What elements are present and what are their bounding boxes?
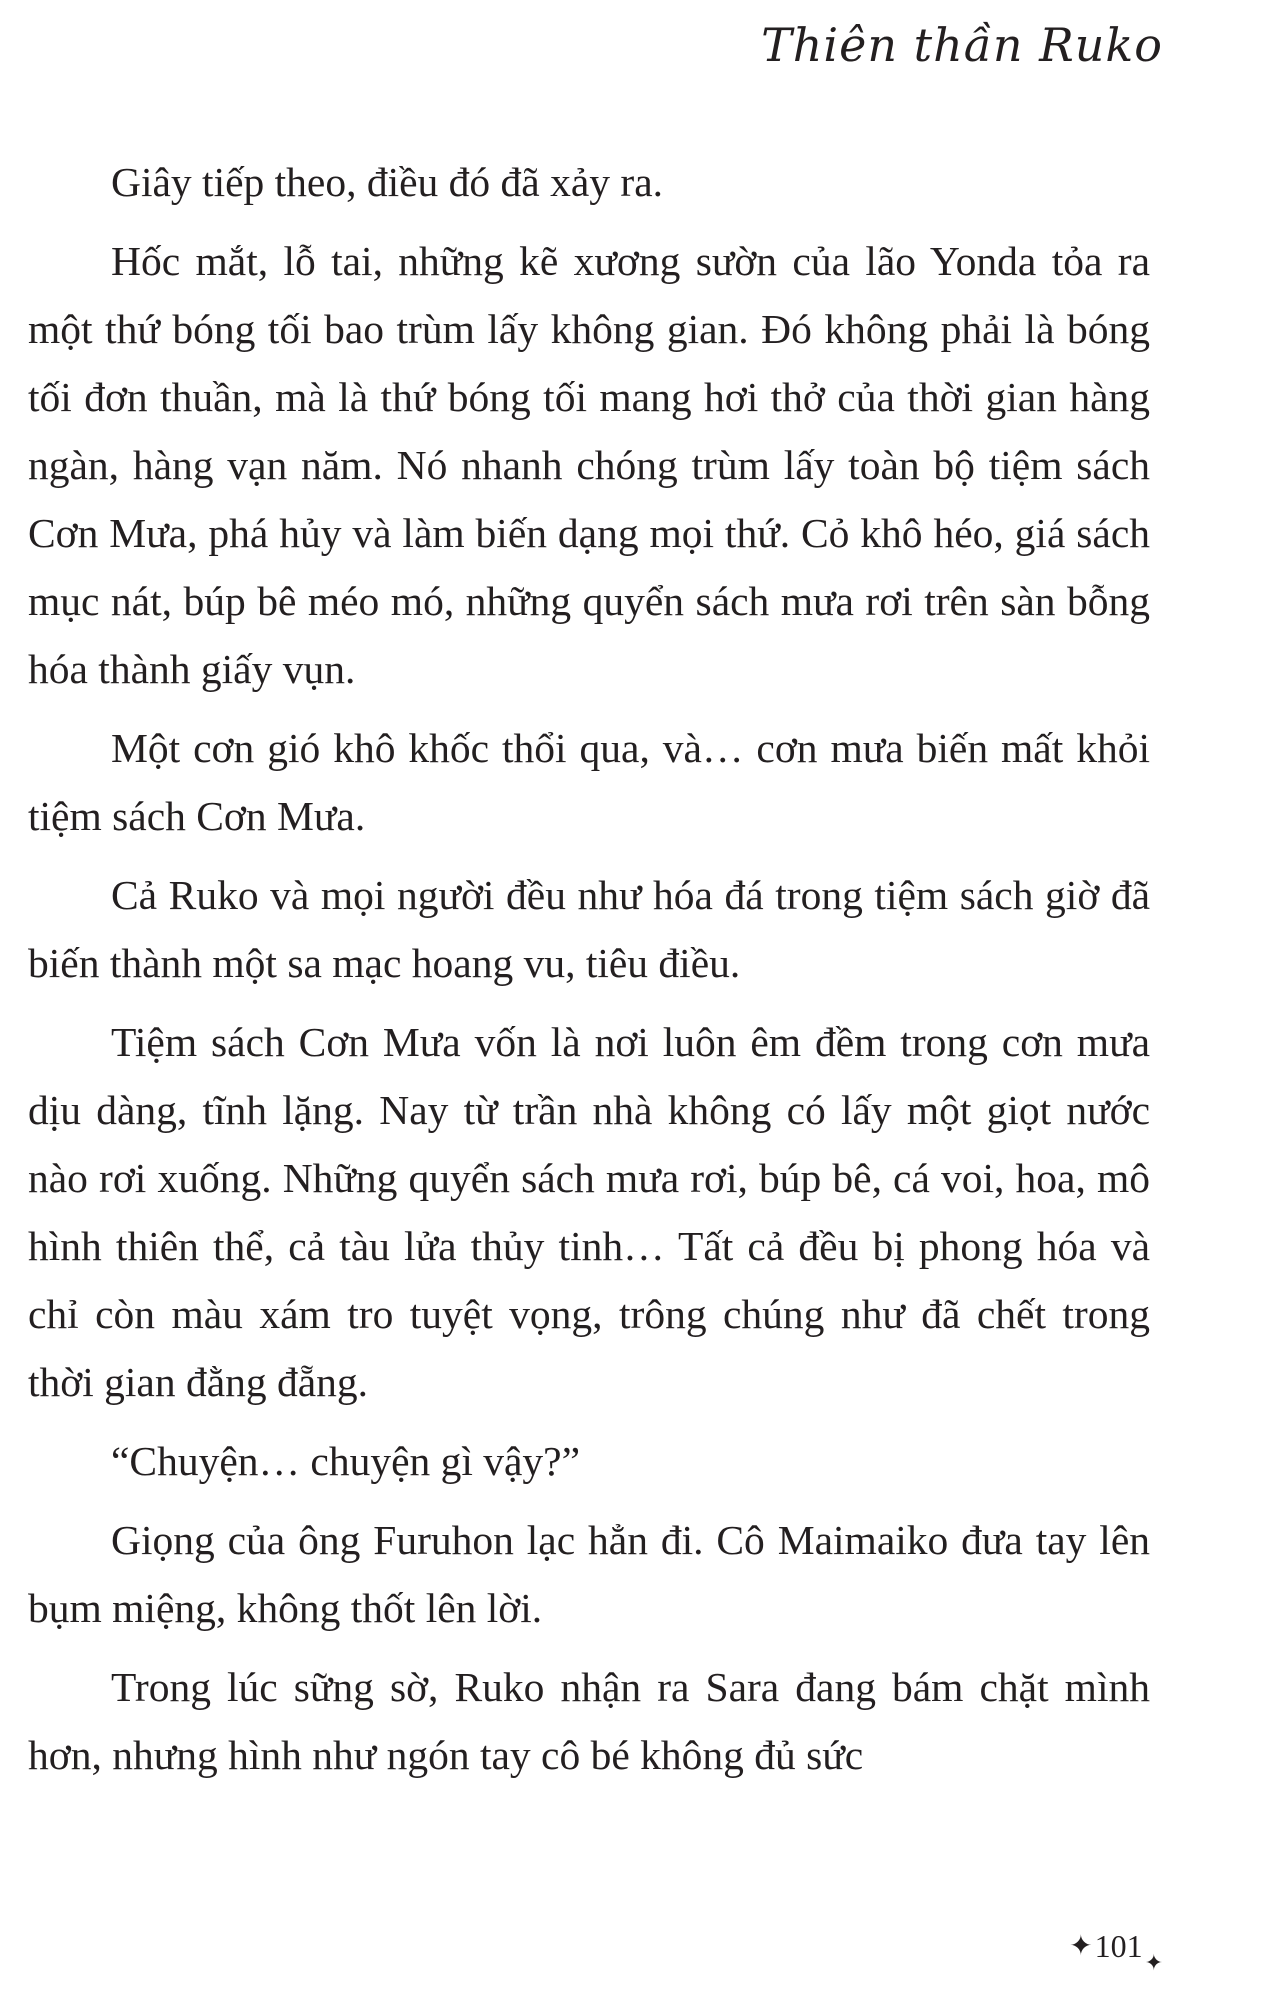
paragraph: Hốc mắt, lỗ tai, những kẽ xương sườn của lão Yonda tỏa ra một thứ bóng tối bao trùm lấy không gian. Đó không phải là bóng tối đơn thuần, mà là thứ bóng tối mang hơi thở của thời gian hàng ngàn, hàng vạn năm. Nó nhanh chóng trùm lấy toàn bộ tiệm sách Cơn Mưa, phá hủy và làm biến dạng mọi thứ. Cỏ khô héo, giá sách mục nát, búp bê méo mó, những quyển sách mưa rơi trên sàn bỗng hóa thành giấy vụn. <box>28 238 1150 692</box>
body-text <box>28 148 1150 1800</box>
paragraph: “Chuyện… chuyện gì vậy?” <box>111 1438 581 1484</box>
paragraph: Một cơn gió khô khốc thổi qua, và… cơn mưa biến mất khỏi tiệm sách Cơn Mưa. <box>28 725 1150 839</box>
page-footer <box>1069 1928 1163 1975</box>
star-ornament-icon: ✦ <box>1069 1930 1093 1962</box>
star-ornament-icon: ✦ <box>1144 1949 1163 1975</box>
paragraph: Giọng của ông Furuhon lạc hẳn đi. Cô Maimaiko đưa tay lên bụm miệng, không thốt lên lời. <box>28 1517 1150 1631</box>
paragraph: Tiệm sách Cơn Mưa vốn là nơi luôn êm đềm trong cơn mưa dịu dàng, tĩnh lặng. Nay từ trần nhà không có lấy một giọt nước nào rơi xuống. Những quyển sách mưa rơi, búp bê, cá voi, hoa, mô hình thiên thể, cả tàu lửa thủy tinh… Tất cả đều bị phong hóa và chỉ còn màu xám tro tuyệt vọng, trông chúng như đã chết trong thời gian đằng đẵng. <box>28 1019 1150 1405</box>
paragraph: Trong lúc sững sờ, Ruko nhận ra Sara đang bám chặt mình hơn, nhưng hình như ngón tay cô bé không đủ sức <box>28 1664 1150 1778</box>
running-header: Thiên thần Ruko <box>761 18 1163 72</box>
paragraph: Giây tiếp theo, điều đó đã xảy ra. <box>111 159 664 205</box>
paragraph: Cả Ruko và mọi người đều như hóa đá trong tiệm sách giờ đã biến thành một sa mạc hoang vu, tiêu điều. <box>28 872 1150 986</box>
page-number: 101 <box>1094 1928 1143 1964</box>
